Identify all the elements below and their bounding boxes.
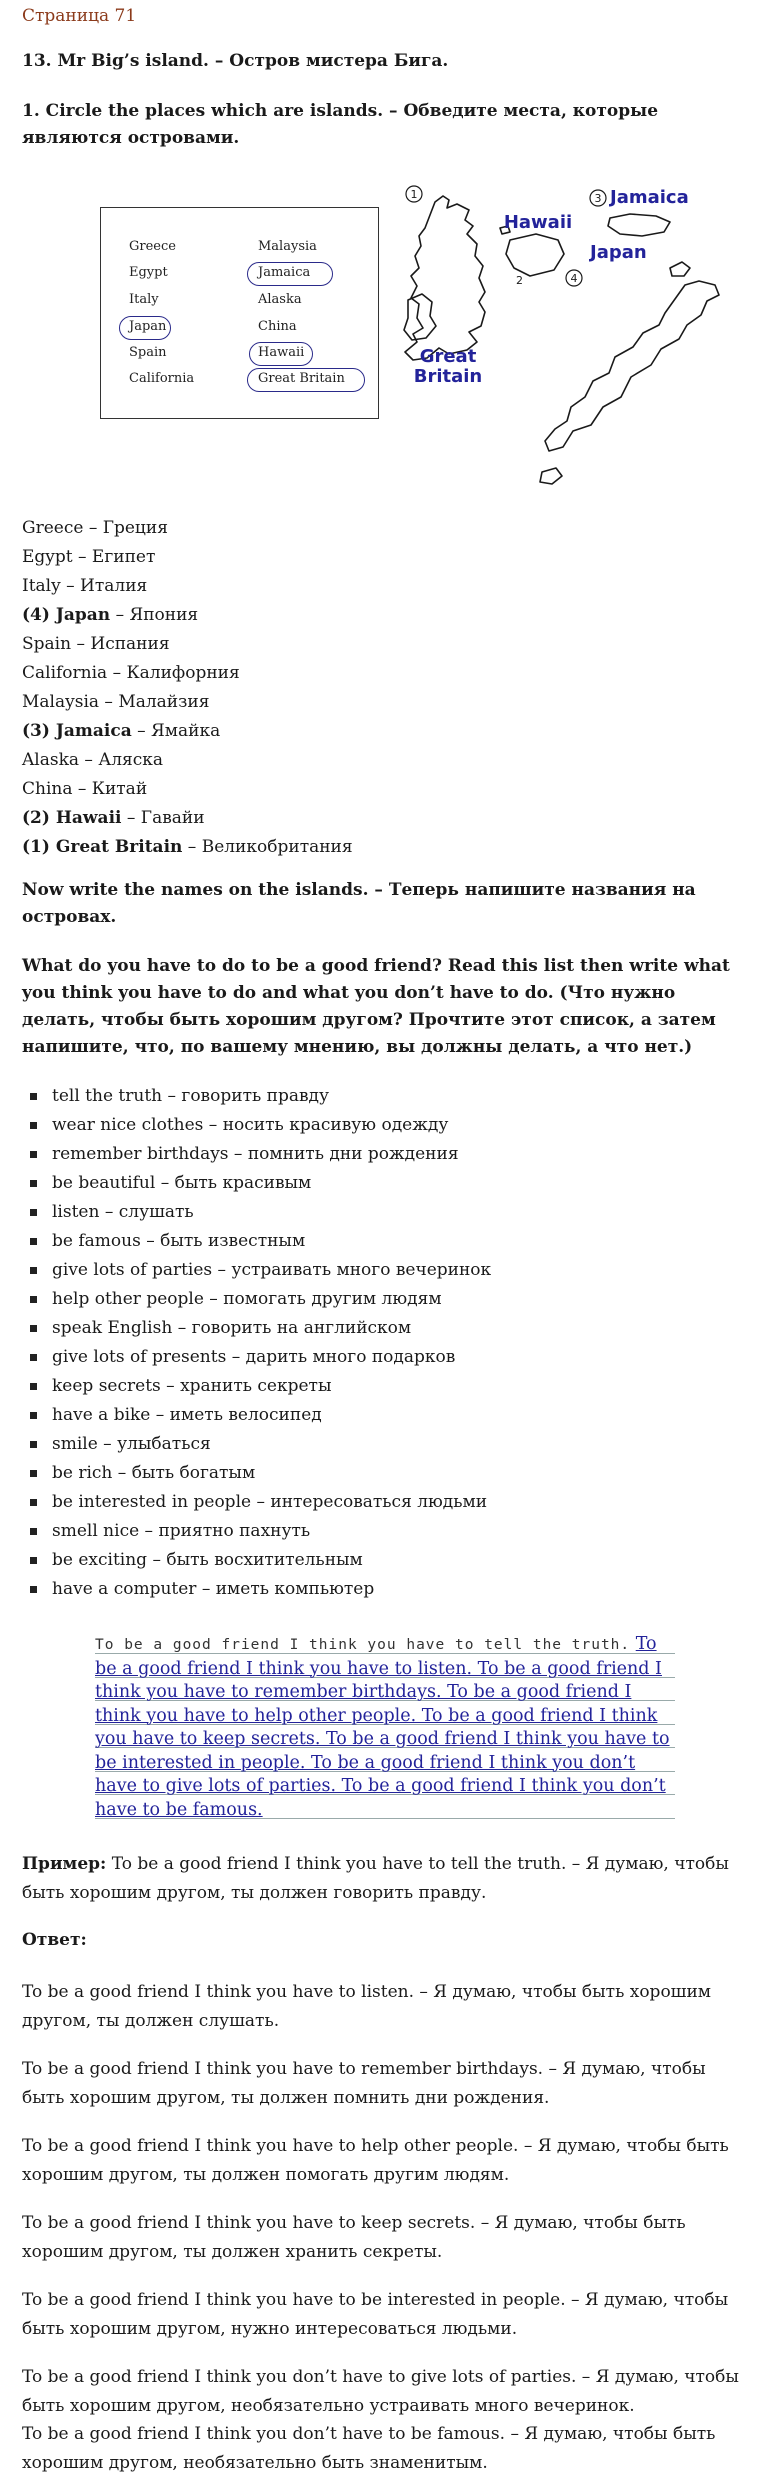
map-number-3: 3 — [594, 192, 602, 205]
handwritten-text — [95, 1633, 675, 1822]
ireland-shape — [404, 294, 436, 340]
label-great: Great — [419, 346, 477, 367]
task3-title: What do you have to do to be a good friend? Read this list then write what you think you have to do and what you don’t have to do. (Что нужно делать, чтобы быть хорошим другом? Прочтите этот список, а затем напишите, что, по вашему мнению, вы должны делать, а что нет.) — [22, 956, 730, 1057]
translation-line: (1) Great Britain – Великобритания — [22, 837, 353, 857]
jamaica-shape — [608, 214, 670, 236]
good-friend-list — [22, 1082, 491, 1604]
japan-southern-islet — [540, 468, 562, 484]
list-item: tell the truth – говорить правду — [22, 1082, 491, 1111]
list-item: have a computer – иметь компьютер — [22, 1575, 491, 1604]
japan-shape — [545, 281, 719, 451]
example-label: Пример: — [22, 1854, 107, 1874]
word-italy: Italy — [129, 292, 159, 307]
great-britain-shape — [405, 196, 485, 360]
section-title: 13. Mr Big’s island. – Остров мистера Бига. — [22, 51, 449, 71]
list-item: listen – слушать — [22, 1198, 491, 1227]
translation-line: Italy – Италия — [22, 576, 148, 596]
handwritten-answers: To be a good friend I think you have to listen. To be a good friend I think you have to remember birthdays. To be a good friend I think you have to help other people. To be a good friend I think you have to keep secrets. To be a good friend I think you have to be interested in people. To be a good friend I think you don’t have to give lots of parties. To be a good friend I think you don’t have to be famous. — [95, 1634, 670, 1820]
translation-line: China – Китай — [22, 779, 148, 799]
word-malaysia: Malaysia — [258, 239, 317, 254]
translation-line: California – Калифорния — [22, 663, 240, 683]
list-item: have a bike – иметь велосипед — [22, 1401, 491, 1430]
answer-paragraph: To be a good friend I think you have to be interested in people. – Я думаю, чтобы быть хорошим другом, нужно интересоваться людьми. — [22, 2290, 729, 2339]
list-item: help other people – помогать другим людям — [22, 1285, 491, 1314]
list-item: give lots of parties – устраивать много вечеринок — [22, 1256, 491, 1285]
translation-line: Spain – Испания — [22, 634, 170, 654]
list-item: be beautiful – быть красивым — [22, 1169, 491, 1198]
translation-line: Malaysia – Малайзия — [22, 692, 210, 712]
list-item: be rich – быть богатым — [22, 1459, 491, 1488]
answer-paragraph: To be a good friend I think you have to help other people. – Я думаю, чтобы быть хорошим другом, ты должен помогать другим людям. — [22, 2136, 729, 2185]
label-hawaii: Hawaii — [503, 212, 573, 233]
translation-line: (3) Jamaica – Ямайка — [22, 721, 221, 741]
list-item: keep secrets – хранить секреты — [22, 1372, 491, 1401]
map-number-2: 2 — [516, 274, 523, 287]
list-item: give lots of presents – дарить много подарков — [22, 1343, 491, 1372]
japan-northern-islet — [670, 262, 690, 276]
task2-title: Now write the names on the islands. – Теперь напишите названия на островах. — [22, 880, 696, 927]
label-japan: Japan — [590, 242, 647, 263]
translation-line: (2) Hawaii – Гавайи — [22, 808, 205, 828]
translation-line: Egypt – Египет — [22, 547, 156, 567]
example-paragraph — [22, 1850, 747, 1908]
word-jamaica: Jamaica — [258, 265, 311, 280]
label-britain: Britain — [413, 366, 483, 387]
hawaii-shape — [506, 234, 564, 276]
handwritten-answer-block — [95, 1625, 680, 1820]
list-item: be interested in people – интересоваться людьми — [22, 1488, 491, 1517]
answer-paragraph: To be a good friend I think you have to listen. – Я думаю, чтобы быть хорошим другом, ты должен слушать. — [22, 1982, 712, 2031]
word-california: California — [129, 371, 195, 386]
list-item: be exciting – быть восхитительным — [22, 1546, 491, 1575]
translation-line: Greece – Греция — [22, 518, 168, 538]
word-china: China — [258, 319, 297, 334]
answer-label: Ответ: — [22, 1930, 87, 1950]
list-item: smile – улыбаться — [22, 1430, 491, 1459]
translation-line: (4) Japan – Япония — [22, 605, 199, 625]
map-number-4: 4 — [570, 272, 578, 285]
translation-line: Alaska – Аляска — [22, 750, 164, 770]
list-item: be famous – быть известным — [22, 1227, 491, 1256]
map-number-1: 1 — [410, 188, 418, 201]
printed-example-start: To be a good friend I think you have to tell the truth. — [95, 1637, 631, 1653]
islands-map — [400, 180, 730, 505]
list-item: smell nice – приятно пахнуть — [22, 1517, 491, 1546]
word-greece: Greece — [129, 239, 176, 254]
word-alaska: Alaska — [258, 292, 302, 307]
word-spain: Spain — [129, 345, 167, 360]
task1-title: 1. Circle the places which are islands. – Обведите места, которые являются островами. — [22, 101, 659, 148]
word-great-britain: Great Britain — [258, 371, 345, 386]
list-item: wear nice clothes – носить красивую одежду — [22, 1111, 491, 1140]
example-text: To be a good friend I think you have to tell the truth. – Я думаю, чтобы быть хорошим другом, ты должен говорить правду. — [22, 1854, 729, 1903]
answer-paragraph: To be a good friend I think you don’t have to be famous. – Я думаю, чтобы быть хорошим другом, необязательно быть знаменитым. — [22, 2424, 716, 2473]
page-label: Страница 71 — [22, 6, 137, 26]
list-item: speak English – говорить на английском — [22, 1314, 491, 1343]
word-box — [100, 207, 379, 419]
list-item: remember birthdays – помнить дни рождения — [22, 1140, 491, 1169]
answer-paragraph: To be a good friend I think you have to remember birthdays. – Я думаю, чтобы быть хорошим другом, ты должен помнить дни рождения. — [22, 2059, 706, 2108]
answer-paragraph: To be a good friend I think you have to keep secrets. – Я думаю, чтобы быть хорошим другом, ты должен хранить секреты. — [22, 2213, 686, 2262]
answer-paragraph: To be a good friend I think you don’t have to give lots of parties. – Я думаю, чтобы быть хорошим другом, необязательно устраивать много вечеринок. — [22, 2367, 739, 2416]
word-hawaii: Hawaii — [258, 345, 305, 360]
word-egypt: Egypt — [129, 265, 168, 280]
label-jamaica: Jamaica — [610, 187, 689, 208]
word-japan: Japan — [129, 319, 167, 334]
